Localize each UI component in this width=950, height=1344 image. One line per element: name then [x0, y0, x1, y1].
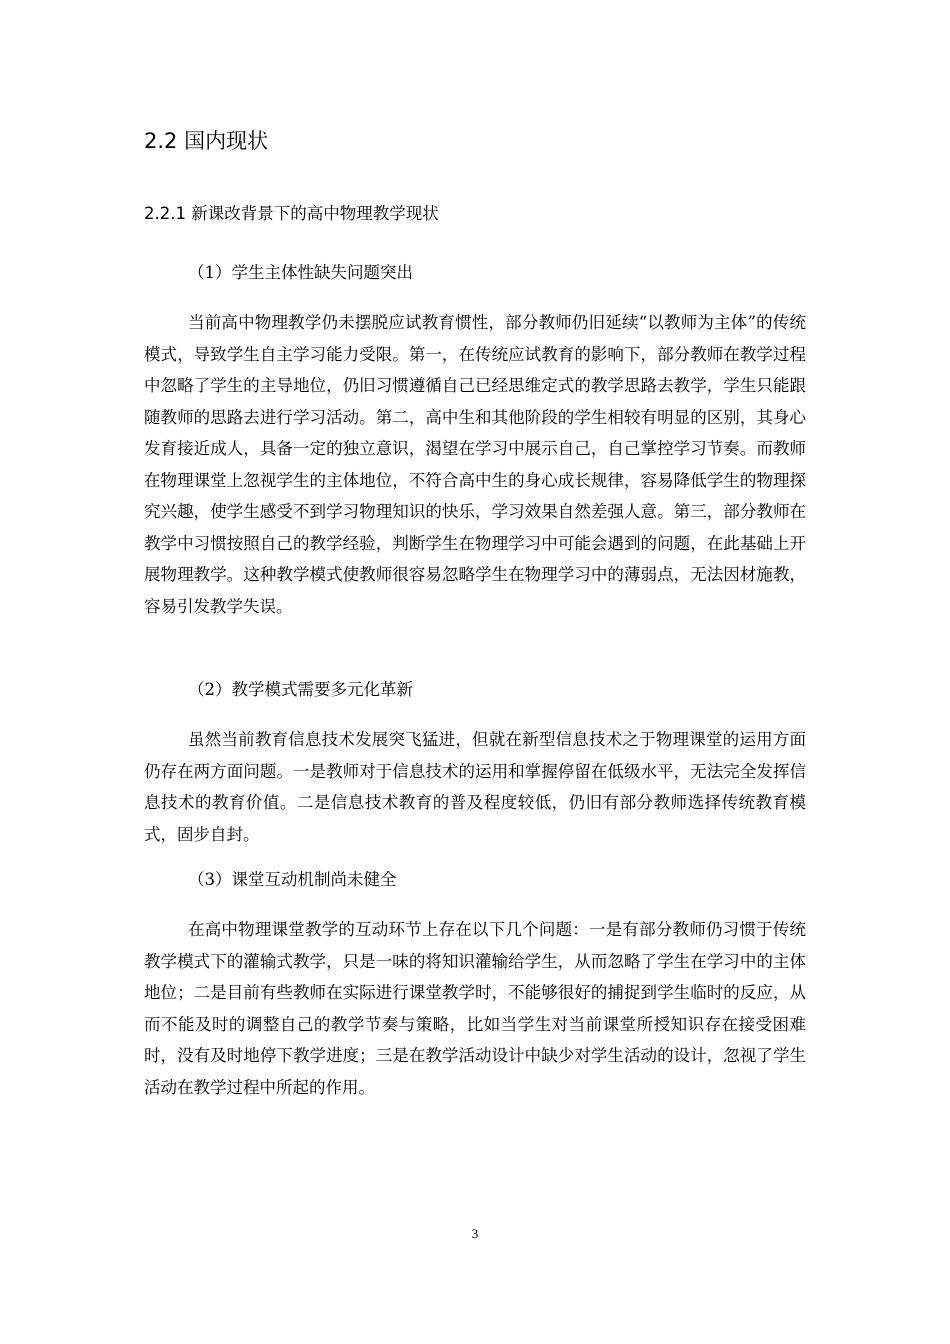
subsection-heading: 2.2.1 新课改背景下的高中物理教学现状	[144, 204, 439, 223]
point-1-heading: （1）学生主体性缺失问题突出	[188, 263, 413, 282]
point-1-paragraph: 当前高中物理教学仍未摆脱应试教育惯性，部分教师仍旧延续“以教师为主体”的传统模式，导致学生自主学习能力受限。第一，在传统应试教育的影响下，部分教师在教学过程中忽略了学生的主导地位，仍旧习惯遵循自己已经思维定式的教学思路去教学，学生只能跟随教师的思路去进行学习活动。第二，高中生和其他阶段的学生相较有明显的区别，其身心发育接近成人，具备一定的独立意识，渴望在学习中展示自己，自己掌控学习节奏。而教师在物理课堂上忽视学生的主体地位，不符合高中生的身心成长规律，容易降低学生的物理探究兴趣，使学生感受不到学习物理知识的快乐，学习效果自然差强人意。第三，部分教师在教学中习惯按照自己的教学经验，判断学生在物理学习中可能会遇到的问题，在此基础上开展物理教学。这种教学模式使教师很容易忽略学生在物理学习中的薄弱点，无法因材施教，容易引发教学失误。	[144, 313, 806, 616]
point-3-paragraph: 在高中物理课堂教学的互动环节上存在以下几个问题：一是有部分教师仍习惯于传统教学模式下的灌输式教学，只是一味的将知识灌输给学生，从而忽略了学生在学习中的主体地位；二是目前有些教师在实际进行课堂教学时，不能够很好的捕捉到学生临时的反应，从而不能及时的调整自己的教学节奏与策略，比如当学生对当前课堂所授知识存在接受困难时，没有及时地停下教学进度；三是在教学活动设计中缺少对学生活动的设计，忽视了学生活动在教学过程中所起的作用。	[144, 920, 806, 1097]
point-3-heading: （3）课堂互动机制尚未健全	[188, 870, 397, 889]
section-heading: 2.2 国内现状	[144, 129, 269, 153]
point-2-heading: （2）教学模式需要多元化革新	[188, 680, 413, 699]
point-2-paragraph: 虽然当前教育信息技术发展突飞猛进，但就在新型信息技术之于物理课堂的运用方面仍存在两方面问题。一是教师对于信息技术的运用和掌握停留在低级水平，无法完全发挥信息技术的教育价值。二是信息技术教育的普及程度较低，仍旧有部分教师选择传统教育模式，固步自封。	[144, 730, 806, 844]
page-number: 3	[471, 1226, 479, 1241]
